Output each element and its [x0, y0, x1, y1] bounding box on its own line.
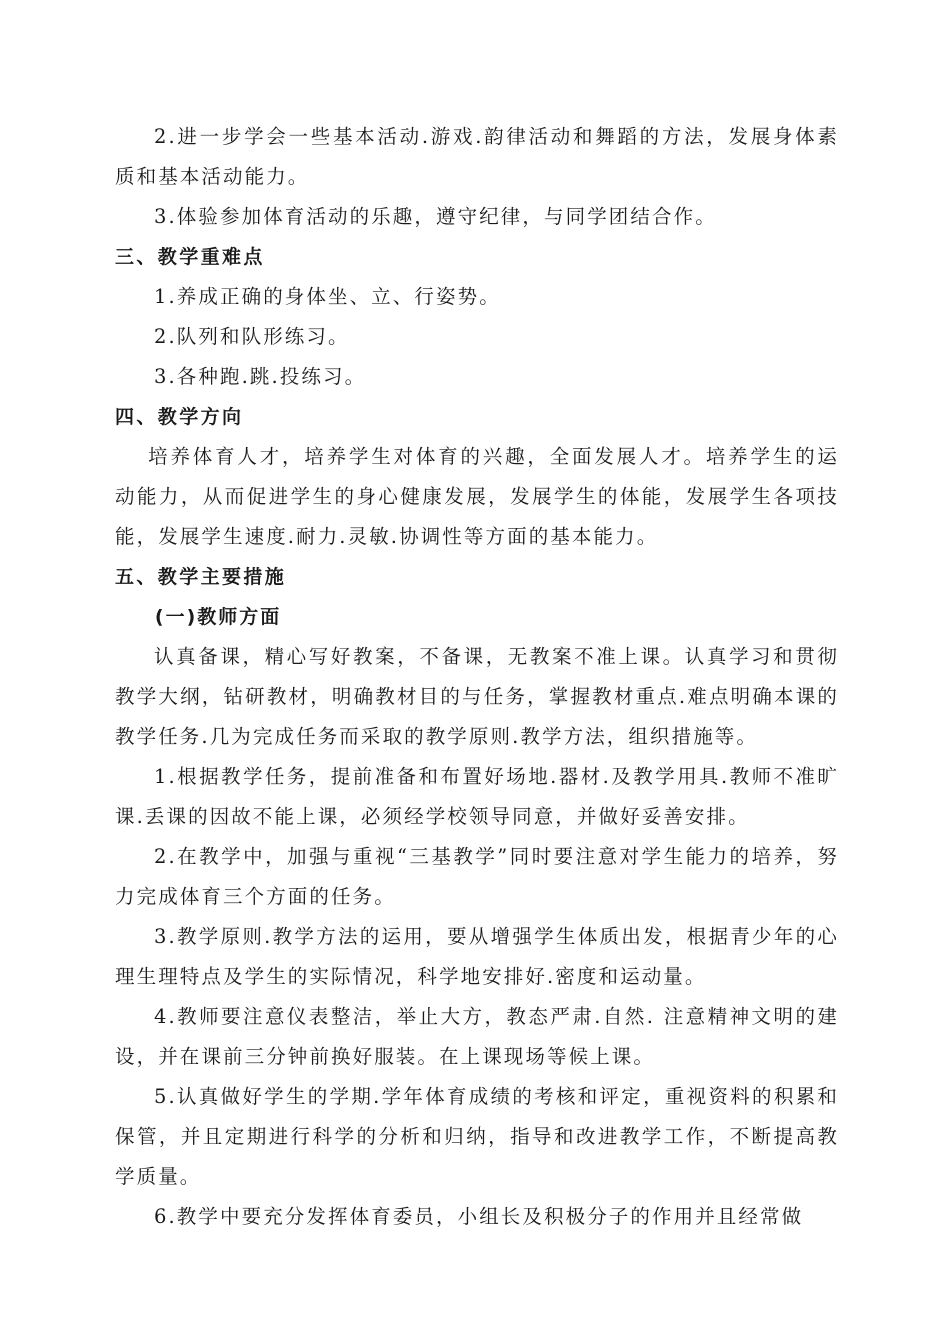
- paragraph: 2.队列和队形练习。: [154, 325, 350, 348]
- paragraph: 3.教学原则.教学方法的运用，要从增强学生体质出发，根据青少年的心理生理特点及学生的实际情况，科学地安排好.密度和运动量。: [115, 925, 839, 988]
- paragraph: 6.教学中要充分发挥体育委员，小组长及积极分子的作用并且经常做: [154, 1205, 804, 1228]
- paragraph: 认真备课，精心写好教案，不备课，无教案不准上课。认真学习和贯彻教学大纲，钻研教材，明确教材目的与任务，掌握教材重点.难点明确本课的教学任务.几为完成任务而采取的教学原则.教学方法，组织措施等。: [115, 645, 839, 748]
- paragraph: 4.教师要注意仪表整洁，举止大方，教态严肃.自然. 注意精神文明的建设，并在课前三分钟前换好服装。在上课现场等候上课。: [115, 1005, 839, 1068]
- section-heading: 五、教学主要措施: [115, 566, 287, 588]
- paragraph: 3.体验参加体育活动的乐趣，遵守纪律，与同学团结合作。: [154, 205, 717, 228]
- document-body: [115, 117, 839, 1237]
- paragraph: 2.进一步学会一些基本活动.游戏.韵律活动和舞蹈的方法，发展身体素质和基本活动能力。: [115, 125, 839, 188]
- paragraph: 2.在教学中，加强与重视“三基教学”同时要注意对学生能力的培养，努力完成体育三个方面的任务。: [115, 845, 839, 908]
- subsection-heading: (一)教师方面: [154, 606, 282, 628]
- paragraph: 1.养成正确的身体坐、立、行姿势。: [154, 285, 501, 308]
- paragraph: 培养体育人才，培养学生对体育的兴趣，全面发展人才。培养学生的运动能力，从而促进学生的身心健康发展，发展学生的体能，发展学生各项技能，发展学生速度.耐力.灵敏.协调性等方面的基本能力。: [115, 445, 839, 548]
- paragraph: 5.认真做好学生的学期.学年体育成绩的考核和评定，重视资料的积累和保管，并且定期进行科学的分析和归纳，指导和改进教学工作，不断提高教学质量。: [115, 1085, 839, 1188]
- section-heading: 三、教学重难点: [115, 246, 265, 268]
- section-heading: 四、教学方向: [115, 406, 244, 428]
- paragraph: 1.根据教学任务，提前准备和布置好场地.器材.及教学用具.教师不准旷课.丢课的因故不能上课，必须经学校领导同意，并做好妥善安排。: [115, 765, 839, 828]
- paragraph: 3.各种跑.跳.投练习。: [154, 365, 367, 388]
